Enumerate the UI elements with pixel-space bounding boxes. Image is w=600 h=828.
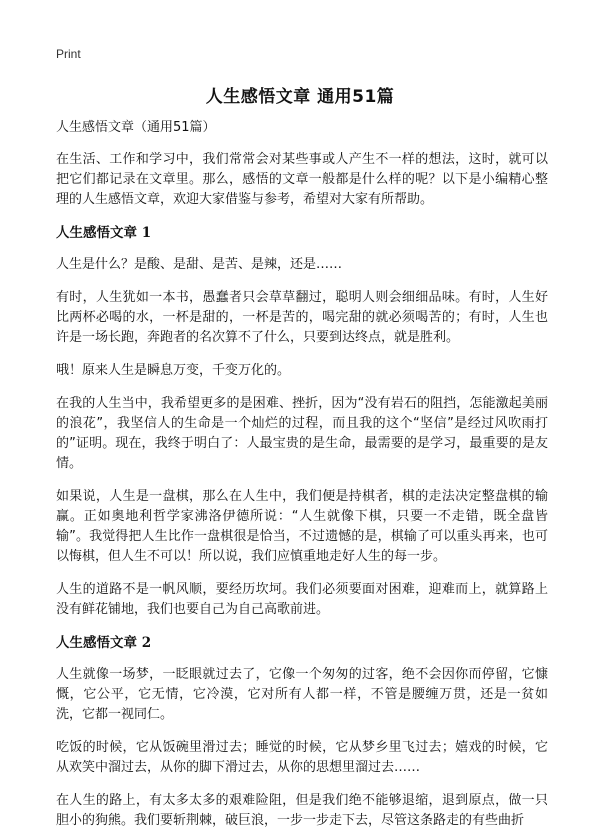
print-link[interactable]: Print: [56, 47, 81, 61]
paragraph: 人生就像一场梦，一眨眼就过去了，它像一个匆匆的过客，绝不会因你而停留，它慷慨，它公平，它无情，它冷漠，它对所有人都一样，不管是腰缠万贯，还是一贫如洗，它都一视同仁。: [56, 667, 548, 722]
paragraph: 哦！原来人生是瞬息万变，千变万化的。: [56, 363, 291, 378]
document-title: 人生感悟文章 通用51篇: [205, 87, 395, 107]
paragraph: 人生的道路不是一帆风顺，要经历坎坷。我们必须要面对困难，迎难而上，就算路上没有鲜花铺地，我们也要自己为自己高歌前进。: [56, 582, 548, 617]
paragraph: 人生是什么？是酸、是甜、是苦、是辣，还是……: [56, 257, 343, 272]
paragraph: 在我的人生当中，我希望更多的是困难、挫折，因为“没有岩石的阻挡，怎能激起美丽的浪花”，我坚信人的生命是一个灿烂的过程，而且我的这个“坚信”是经过风吹雨打的”证明。现在，我终于明白了：人最宝贵的是生命，最需要的是学习，最重要的是友情。: [56, 396, 548, 471]
document-body: [56, 118, 548, 828]
paragraph: 在人生的路上，有太多太多的艰难险阻，但是我们绝不能够退缩，退到原点，做一只胆小的狗熊。我们要斩荆棘，破巨浪，一步一步走下去，尽管这条路走的有些曲折: [56, 793, 548, 828]
document-subtitle: 人生感悟文章（通用51篇）: [56, 120, 216, 135]
paragraph: 如果说，人生是一盘棋，那么在人生中，我们便是持棋者，棋的走法决定整盘棋的输赢。正如奥地利哲学家沸洛伊德所说：“人生就像下棋，只要一不走错，既全盘皆输”。我觉得把人生比作一盘棋很是恰当，不过遗憾的是，棋输了可以重头再来，也可以悔棋，但人生不可以！所以说，我们应慎重地走好人生的每一步。: [56, 489, 548, 564]
section-heading: 人生感悟文章 1: [56, 225, 152, 241]
intro-paragraph: 在生活、工作和学习中，我们常常会对某些事或人产生不一样的想法，这时，就可以把它们都记录在文章里。那么，感悟的文章一般都是什么样的呢？以下是小编精心整理的人生感悟文章，欢迎大家借鉴与参考，希望对大家有所帮助。: [56, 152, 548, 207]
section-heading: 人生感悟文章 2: [56, 635, 152, 651]
paragraph: 有时，人生犹如一本书，愚蠢者只会草草翻过，聪明人则会细细品味。有时，人生好比两杯必喝的水，一杯是甜的，一杯是苦的，喝完甜的就必须喝苦的；有时，人生也许是一场长跑，奔跑者的名次算不了什么，只要到达终点，就是胜利。: [56, 290, 548, 345]
paragraph: 吃饭的时候，它从饭碗里滑过去；睡觉的时候，它从梦乡里飞过去；嬉戏的时候，它从欢笑中溜过去，从你的脚下滑过去，从你的思想里溜过去……: [56, 740, 548, 775]
